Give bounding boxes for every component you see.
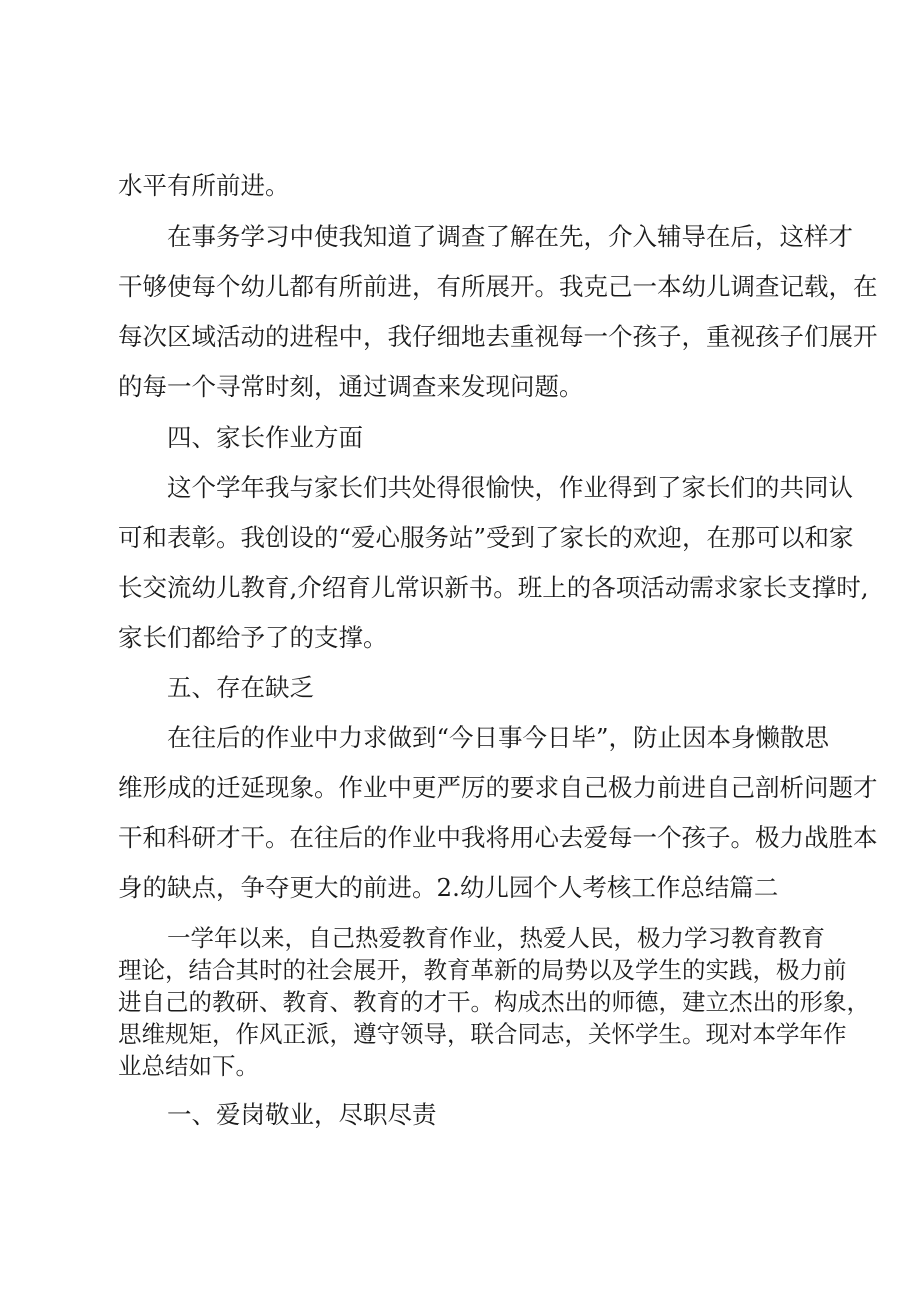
section-heading: 四、家长作业方面 [167, 423, 363, 452]
paragraph-line: 水平有所前进。 [118, 171, 290, 200]
paragraph-line: 长交流幼儿教育,介绍育儿常识新书。班上的各项活动需求家长支撑时, [118, 573, 869, 602]
paragraph-line: 每次区域活动的进程中，我仔细地去重视每一个孩子，重视孩子们展开 [118, 322, 878, 351]
paragraph-line: 在往后的作业中力求做到“今日事今日毕”，防止因本身懒散思 [167, 723, 830, 752]
paragraph-line: 维形成的迁延现象。作业中更严厉的要求自己极力前进自己剖析问题才 [118, 773, 878, 802]
paragraph-line: 业总结如下。 [118, 1052, 259, 1080]
paragraph-line: 身的缺点，争夺更大的前进。2.幼儿园个人考核工作总结篇二 [118, 873, 779, 902]
paragraph-line: 干够使每个幼儿都有所前进，有所展开。我克己一本幼儿调查记载，在 [118, 272, 878, 301]
paragraph-line: 理论，结合其时的社会展开，教育革新的局势以及学生的实践，极力前 [118, 956, 847, 984]
paragraph-line: 家长们都给予了的支撑。 [118, 623, 388, 652]
paragraph-line: 可和表彰。我创设的“爱心服务站”受到了家长的欢迎，在那可以和家 [118, 523, 854, 552]
paragraph-line: 一学年以来，自己热爱教育作业，热爱人民，极力学习教育教育 [167, 924, 825, 952]
paragraph-line: 进自己的教研、教育、教育的才干。构成杰出的师德，建立杰出的形象， [118, 988, 870, 1016]
paragraph-line: 思维规矩，作风正派，遵守领导，联合同志，关怀学生。现对本学年作 [118, 1020, 847, 1048]
paragraph-line: 干和科研才干。在往后的作业中我将用心去爱每一个孩子。极力战胜本 [118, 823, 878, 852]
paragraph-line: 这个学年我与家长们共处得很愉快，作业得到了家长们的共同认 [167, 473, 853, 502]
section-heading: 五、存在缺乏 [167, 673, 314, 702]
paragraph-line: 在事务学习中使我知道了调查了解在先，介入辅导在后，这样才 [167, 222, 853, 251]
section-heading: 一、爱岗敬业，尽职尽责 [167, 1100, 437, 1129]
paragraph-line: 的每一个寻常时刻，通过调查来发现问题。 [118, 372, 584, 401]
